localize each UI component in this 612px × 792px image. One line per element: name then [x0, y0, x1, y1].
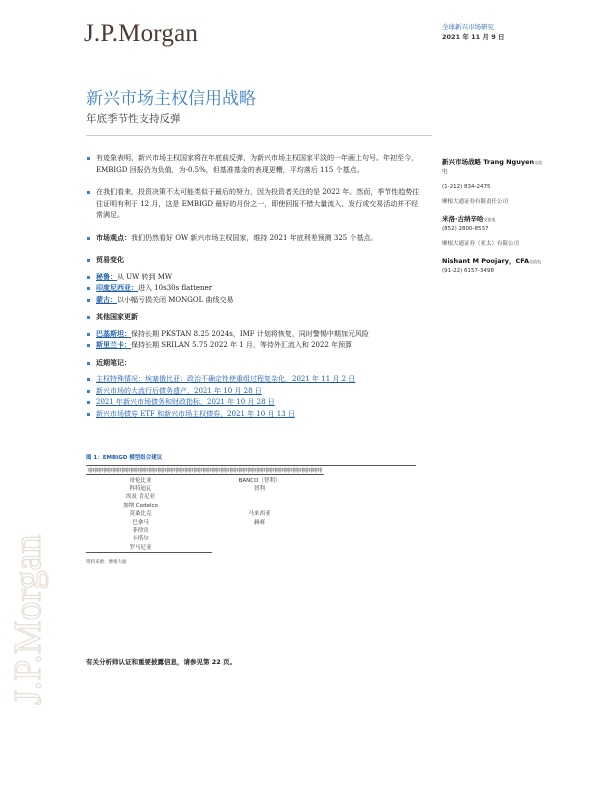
table-row: 加纳 Codelco — [123, 502, 158, 509]
table-row: 巴拿马 赫赛 — [132, 519, 266, 526]
list-item: 蒙古：以小幅亏损关闭 MONGOL 曲线交易 — [86, 295, 420, 307]
country-link-mongolia[interactable]: 蒙古： — [96, 295, 117, 304]
analyst-firm: 摩根大通证券（亚太）有限公司 — [442, 241, 520, 247]
analyst-name: 新兴市场战略 Trang Nguyen — [442, 158, 535, 166]
analyst-card: Nishant M Poojary，$CFA^{交流电}$ (91-22) 6157-3498 — [442, 257, 582, 282]
summary-bullet: 有迹象表明，新兴市场主权国家将在年底前反弹，为新兴市场主权国家平淡的一年画上句号。年初至今，EMBIGD 回报仍为负值，为-0.5%，但基准基金的表现更糟，平均落后 115 个基点。 — [86, 153, 420, 176]
country-link-pakistan[interactable]: 巴基斯坦： — [96, 329, 131, 338]
note-link[interactable]: 新兴市场的大流行后债务遗产，2021 年 10 月 28 日 — [96, 386, 262, 395]
analyst-card: 米洛·古纳辛哈$^{交流电}$ (852) 2800-8537 摩根大通证券（亚太）有限公司 — [442, 215, 582, 249]
trade-changes-heading: 贸易变化 — [86, 255, 420, 267]
country-link-peru[interactable]: 秘鲁： — [96, 272, 117, 281]
note-link[interactable]: 新兴市场债券 ETF 和新兴市场主权债券，2021 年 10 月 13 日 — [96, 409, 295, 418]
table-row: 菲律宾 — [132, 527, 149, 534]
page-subtitle: 年底季节性支持反弹 — [86, 113, 181, 125]
trade-changes-list — [86, 272, 420, 307]
note-link[interactable]: 2021 年新兴市场债务和财政指标，2021 年 10 月 28 日 — [96, 398, 275, 406]
figure-source: 资料来源：摩根大通 — [86, 559, 127, 565]
analyst-phone: (1-212) 834-2475 — [442, 184, 491, 190]
title-divider — [86, 135, 432, 136]
country-link-srilanka[interactable]: 斯里兰卡： — [96, 341, 131, 349]
market-view-text: 我们仍然看好 OW 新兴市场主权国家，维持 2021 年底利差预测 325 个基点。 — [131, 233, 378, 242]
department-label: 全球新兴市场研究 — [442, 23, 494, 31]
recent-notes-heading: 近期笔记： — [86, 358, 420, 370]
other-updates-list — [86, 329, 420, 352]
table-row: 科特迪瓦 智利 — [129, 485, 266, 492]
list-item — [86, 374, 420, 386]
note-link[interactable]: 主权特殊情况：埃塞俄比亚：政治不确定性使重组过程复杂化，2021 年 11 月 2 日 — [96, 375, 356, 383]
page-title: 新兴市场主权信用战略 — [86, 89, 256, 109]
jpmorgan-logo: J.P.Morgan — [84, 20, 199, 47]
analyst-card: 新兴市场战略 Trang Nguyen$^{交流}$ 电 (1-212) 834-2475 摩根大通证券有限责任公司 — [442, 158, 582, 207]
portfolio-table — [86, 466, 324, 551]
table-header: 啡啡啡啡啡啡啡啡啡啡啡啡啡啡啡啡啡啡啡啡啡啡啡啡啡啡啡啡啡啡啡啡啡啡啡啡啡啡啡啡啡啡啡啡啡啡啡啡啡啡啡啡 — [88, 467, 323, 474]
analyst-name: Nishant M Poojary，CFA — [442, 257, 530, 265]
list-item: 巴基斯坦：保持长期 PKSTAN 8.25 2024s，IMF 计划将恢复，同时警惕中期加元风险 — [86, 329, 420, 341]
analyst-phone: (91-22) 6157-3498 — [442, 268, 495, 274]
portfolio-figure — [86, 453, 416, 565]
list-item: 秘鲁：从 UW 转到 MW — [86, 272, 420, 284]
report-date: 2021 年 11 月 9 日 — [442, 33, 505, 41]
report-header — [442, 22, 504, 42]
list-item — [86, 386, 420, 398]
table-row: 哥伦比亚 BANCO（智利） — [129, 477, 281, 484]
svg-text:J.P.Morgan: J.P.Morgan — [7, 534, 49, 705]
list-item: 斯里兰卡：保持长期 SRILAN 5.75 2022 年 1 月，等待外汇流入和 2022 年预算 — [86, 340, 420, 352]
table-row: 罗马尼亚 — [129, 544, 152, 551]
market-view — [86, 233, 420, 245]
table-row: 卡塔尔 — [132, 536, 149, 543]
other-updates-heading: 其他国家更新 — [86, 312, 420, 324]
jpmorgan-watermark-logo — [0, 470, 60, 710]
market-view-label: 市场观点： — [96, 233, 131, 242]
list-item — [86, 397, 420, 409]
analyst-firm: 摩根大通证券有限责任公司 — [442, 199, 509, 205]
list-item — [86, 409, 420, 421]
list-item: 印度尼西亚：进入 10s30s flattener — [86, 283, 420, 295]
summary-bullet: 在我们看来，投资决策不太可能类似于最后的努力，因为投资者关注的是 2022 年。然而，季节性趋势往往证明有利于 12 月，这是 EMBIGD 最好的月份之一，即使回报不错大量流入、发行或交易活动并不经常满足。 — [86, 187, 420, 222]
analyst-sidebar — [442, 158, 582, 290]
country-link-indonesia[interactable]: 印度尼西亚： — [96, 284, 138, 292]
disclosure-note: 有关分析师认证和重要披露信息，请参见第 22 页。 — [86, 658, 237, 666]
table-row: 莫桑比克 马来西亚 — [129, 511, 271, 518]
main-content — [86, 153, 420, 420]
table-row: 埃及 肯尼亚 — [125, 494, 156, 501]
recent-notes-list — [86, 374, 420, 420]
analyst-name: 米洛·古纳辛哈 — [442, 215, 484, 223]
figure-title: 图 1：EMBIGD 模型组合建议 — [86, 455, 163, 461]
analyst-phone: (852) 2800-8537 — [442, 226, 489, 232]
